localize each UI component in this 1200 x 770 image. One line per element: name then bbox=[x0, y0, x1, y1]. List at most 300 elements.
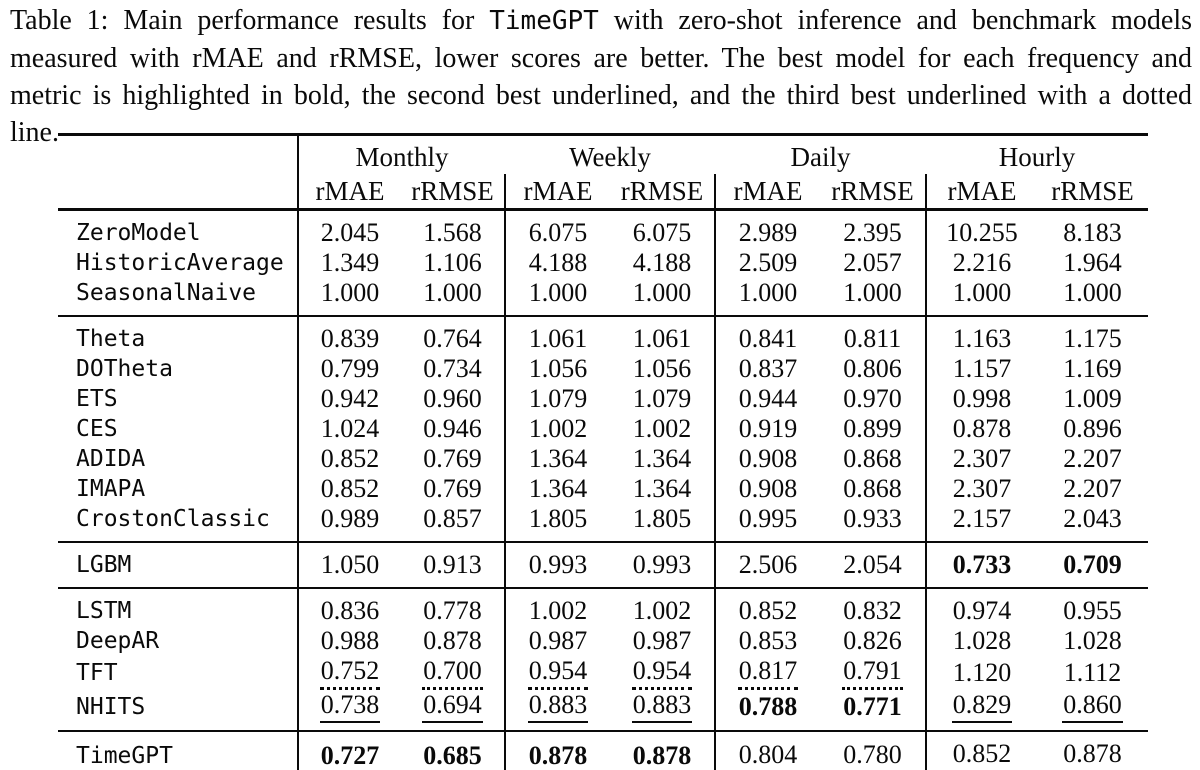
table-row-imapa bbox=[58, 474, 1148, 504]
value-cell bbox=[926, 278, 1037, 316]
value-cell bbox=[1037, 414, 1148, 444]
value-cell bbox=[610, 278, 715, 316]
header-group-monthly: Monthly bbox=[298, 135, 505, 175]
value-cell bbox=[298, 278, 401, 316]
value-cell bbox=[401, 444, 505, 474]
value-cell bbox=[610, 474, 715, 504]
value-cell bbox=[926, 474, 1037, 504]
value: 1.349 bbox=[320, 248, 380, 277]
value: 0.988 bbox=[320, 626, 380, 655]
caption-text: Table 1: Main performance results for bbox=[10, 5, 490, 36]
value: 0.883 bbox=[632, 691, 693, 723]
value-cell bbox=[820, 474, 926, 504]
value: 2.057 bbox=[843, 248, 902, 277]
value: 1.964 bbox=[1063, 248, 1122, 277]
value: 1.028 bbox=[1063, 626, 1122, 655]
value-cell bbox=[505, 210, 610, 249]
value: 0.868 bbox=[843, 474, 902, 503]
table-row-crostonclassic bbox=[58, 504, 1148, 542]
value-cell bbox=[401, 278, 505, 316]
model-name: TFT bbox=[76, 660, 118, 687]
value-cell bbox=[298, 731, 401, 770]
value: 2.307 bbox=[952, 444, 1012, 473]
value-cell bbox=[610, 588, 715, 626]
value: 1.364 bbox=[528, 474, 588, 503]
value-cell bbox=[610, 444, 715, 474]
header-metric-monthly-rmae: rMAE bbox=[298, 174, 401, 210]
value-cell bbox=[298, 354, 401, 384]
value: 1.028 bbox=[952, 626, 1012, 655]
value: 0.942 bbox=[320, 384, 380, 413]
value: 1.805 bbox=[632, 504, 692, 533]
value: 1.000 bbox=[528, 278, 588, 307]
value-cell bbox=[1037, 626, 1148, 656]
value-cell bbox=[298, 588, 401, 626]
value-cell bbox=[926, 248, 1037, 278]
value-cell bbox=[401, 731, 505, 770]
value: 1.169 bbox=[1063, 354, 1122, 383]
value-cell bbox=[401, 414, 505, 444]
value-cell bbox=[401, 588, 505, 626]
value-cell bbox=[820, 444, 926, 474]
value: 1.364 bbox=[632, 474, 692, 503]
model-name: LSTM bbox=[58, 588, 298, 626]
value-cell bbox=[715, 474, 820, 504]
value-cell bbox=[926, 588, 1037, 626]
value-cell bbox=[298, 504, 401, 542]
value: 0.955 bbox=[1063, 596, 1122, 625]
value: 1.175 bbox=[1063, 324, 1122, 353]
value-cell bbox=[610, 504, 715, 542]
value: 1.000 bbox=[952, 278, 1012, 307]
header-metric-daily-rmae: rMAE bbox=[715, 174, 820, 210]
value-cell bbox=[820, 504, 926, 542]
value-cell bbox=[298, 626, 401, 656]
value-cell bbox=[401, 626, 505, 656]
value: 0.852 bbox=[320, 444, 380, 473]
value: 0.685 bbox=[423, 741, 482, 770]
value: 0.804 bbox=[738, 741, 799, 770]
value: 0.878 bbox=[528, 741, 588, 770]
header-metric-row bbox=[58, 174, 1148, 210]
value-cell bbox=[505, 384, 610, 414]
value-cell bbox=[505, 690, 610, 731]
value-cell bbox=[715, 444, 820, 474]
table-row-theta bbox=[58, 316, 1148, 354]
value: 2.054 bbox=[843, 550, 902, 579]
value-cell bbox=[610, 626, 715, 656]
model-name: TimeGPT bbox=[58, 731, 298, 770]
value-cell bbox=[820, 414, 926, 444]
value-cell bbox=[298, 316, 401, 354]
value: 0.987 bbox=[632, 626, 692, 655]
value-cell bbox=[610, 210, 715, 249]
table-row-dotheta bbox=[58, 354, 1148, 384]
table-row-historicaverage bbox=[58, 248, 1148, 278]
value: 0.752 bbox=[320, 657, 381, 690]
table-row-zeromodel bbox=[58, 210, 1148, 249]
value-cell bbox=[401, 474, 505, 504]
value-cell bbox=[1037, 588, 1148, 626]
value: 0.989 bbox=[320, 504, 380, 533]
value-cell bbox=[820, 248, 926, 278]
value-cell bbox=[505, 731, 610, 770]
value: 0.878 bbox=[632, 741, 692, 770]
table-row-adida bbox=[58, 444, 1148, 474]
value-cell bbox=[298, 210, 401, 249]
value: 0.769 bbox=[423, 444, 482, 473]
value-cell bbox=[926, 504, 1037, 542]
value: 1.163 bbox=[952, 324, 1012, 353]
value-cell bbox=[610, 656, 715, 690]
value: 0.868 bbox=[843, 444, 902, 473]
value-cell bbox=[1037, 474, 1148, 504]
value-cell bbox=[715, 588, 820, 626]
table-row-tft bbox=[58, 656, 1148, 690]
value-cell bbox=[1037, 384, 1148, 414]
value: 0.933 bbox=[843, 504, 902, 533]
value-cell bbox=[715, 316, 820, 354]
value: 1.002 bbox=[632, 596, 692, 625]
value-cell bbox=[1037, 504, 1148, 542]
value-cell bbox=[505, 588, 610, 626]
value-cell bbox=[401, 384, 505, 414]
value-cell bbox=[298, 444, 401, 474]
value: 0.852 bbox=[738, 596, 798, 625]
value-cell bbox=[505, 278, 610, 316]
value-cell bbox=[820, 690, 926, 731]
value-cell bbox=[505, 316, 610, 354]
value-cell bbox=[401, 248, 505, 278]
results-table bbox=[58, 133, 1148, 770]
value-cell bbox=[1037, 210, 1148, 249]
table-row-timegpt bbox=[58, 731, 1148, 770]
value-cell bbox=[505, 626, 610, 656]
value: 0.841 bbox=[738, 324, 798, 353]
value-cell bbox=[505, 444, 610, 474]
value-cell bbox=[610, 316, 715, 354]
value: 1.000 bbox=[843, 278, 902, 307]
value: 0.778 bbox=[423, 596, 482, 625]
value-cell bbox=[298, 542, 401, 588]
value-cell bbox=[926, 690, 1037, 731]
value-cell bbox=[820, 656, 926, 690]
value-cell bbox=[926, 444, 1037, 474]
value: 1.002 bbox=[528, 596, 588, 625]
value-cell bbox=[820, 542, 926, 588]
value: 2.045 bbox=[320, 218, 380, 247]
value: 0.852 bbox=[320, 474, 380, 503]
value: 0.995 bbox=[738, 504, 798, 533]
model-name: ETS bbox=[76, 386, 118, 412]
value: 0.709 bbox=[1063, 550, 1122, 579]
value-cell bbox=[1037, 278, 1148, 316]
value: 1.061 bbox=[632, 324, 692, 353]
model-name: DeepAR bbox=[76, 628, 160, 654]
value: 0.788 bbox=[738, 691, 798, 721]
value-cell bbox=[715, 384, 820, 414]
value: 0.738 bbox=[320, 691, 381, 723]
caption-line-2: measured with rMAE and rRMSE, lower scores are better. The best model for each frequency and bbox=[10, 43, 1192, 74]
value: 1.079 bbox=[632, 384, 692, 413]
value: 0.764 bbox=[423, 324, 482, 353]
value: 1.009 bbox=[1063, 384, 1122, 413]
value-cell bbox=[715, 690, 820, 731]
value: 0.727 bbox=[320, 741, 380, 770]
header-group-hourly: Hourly bbox=[926, 135, 1148, 175]
value: 1.000 bbox=[1063, 278, 1122, 307]
value-cell bbox=[926, 656, 1037, 690]
value: 1.061 bbox=[528, 324, 588, 353]
value-cell bbox=[298, 414, 401, 444]
model-name: CES bbox=[76, 416, 118, 442]
value: 10.255 bbox=[946, 218, 1018, 247]
model-name: HistoricAverage bbox=[76, 250, 284, 276]
value: 0.946 bbox=[423, 414, 482, 443]
value-cell bbox=[1037, 542, 1148, 588]
value: 0.811 bbox=[843, 324, 902, 353]
value: 0.837 bbox=[738, 354, 798, 383]
value: 4.188 bbox=[632, 248, 692, 277]
value: 4.188 bbox=[528, 248, 588, 277]
value-cell bbox=[926, 384, 1037, 414]
value: 0.799 bbox=[320, 354, 380, 383]
caption-line-3: metric is highlighted in bold, the second best underlined, and the third best underlined with a dotted bbox=[10, 80, 1192, 111]
value: 0.896 bbox=[1063, 414, 1122, 443]
table-row-lgbm bbox=[58, 542, 1148, 588]
value: 1.805 bbox=[528, 504, 588, 533]
value: 8.183 bbox=[1063, 218, 1122, 247]
value: 1.568 bbox=[423, 218, 482, 247]
value-cell bbox=[610, 414, 715, 444]
value-cell bbox=[505, 414, 610, 444]
value: 1.106 bbox=[423, 248, 482, 277]
value: 1.157 bbox=[952, 354, 1012, 383]
value: 1.364 bbox=[528, 444, 588, 473]
model-name: DOTheta bbox=[76, 356, 173, 382]
value: 2.216 bbox=[952, 248, 1012, 277]
table-row-seasonalnaive bbox=[58, 278, 1148, 316]
value-cell bbox=[610, 731, 715, 770]
value: 0.852 bbox=[952, 740, 1013, 770]
model-name: LGBM bbox=[58, 542, 298, 588]
value-cell bbox=[715, 656, 820, 690]
value: 0.694 bbox=[422, 691, 483, 723]
value: 0.836 bbox=[320, 596, 380, 625]
value-cell bbox=[610, 384, 715, 414]
value: 0.780 bbox=[842, 741, 903, 770]
value-cell bbox=[401, 542, 505, 588]
value: 2.043 bbox=[1063, 504, 1122, 533]
caption-line-1 bbox=[10, 2, 1192, 40]
value-cell bbox=[1037, 248, 1148, 278]
value: 0.954 bbox=[528, 657, 589, 690]
value: 0.899 bbox=[843, 414, 902, 443]
value-cell bbox=[298, 384, 401, 414]
value-cell bbox=[1037, 656, 1148, 690]
value-cell bbox=[505, 354, 610, 384]
value: 0.970 bbox=[843, 384, 902, 413]
header-group-row bbox=[58, 135, 1148, 175]
value: 2.307 bbox=[952, 474, 1012, 503]
value-cell bbox=[610, 542, 715, 588]
value-cell bbox=[820, 588, 926, 626]
header-group-weekly: Weekly bbox=[505, 135, 715, 175]
header-corner-empty bbox=[58, 174, 298, 210]
value-cell bbox=[610, 690, 715, 731]
header-metric-hourly-rmae: rMAE bbox=[926, 174, 1037, 210]
value: 0.878 bbox=[1062, 740, 1123, 770]
value: 0.908 bbox=[738, 474, 798, 503]
value-cell bbox=[505, 474, 610, 504]
value: 0.974 bbox=[952, 596, 1012, 625]
model-name: ZeroModel bbox=[76, 220, 201, 246]
value-cell bbox=[1037, 444, 1148, 474]
model-name: CrostonClassic bbox=[76, 506, 270, 532]
value-cell bbox=[1037, 690, 1148, 731]
value: 0.860 bbox=[1062, 691, 1123, 723]
value-cell bbox=[715, 210, 820, 249]
value: 6.075 bbox=[632, 218, 692, 247]
value-cell bbox=[715, 542, 820, 588]
value-cell bbox=[820, 731, 926, 770]
value-cell bbox=[1037, 316, 1148, 354]
value-cell bbox=[926, 210, 1037, 249]
value: 0.954 bbox=[632, 657, 693, 690]
value-cell bbox=[610, 354, 715, 384]
value-cell bbox=[505, 542, 610, 588]
value-cell bbox=[401, 210, 505, 249]
value-cell bbox=[298, 690, 401, 731]
value: 0.853 bbox=[738, 626, 798, 655]
value: 2.989 bbox=[738, 218, 798, 247]
table-body bbox=[58, 210, 1148, 770]
caption-line-4: line. bbox=[10, 117, 59, 148]
value: 1.024 bbox=[320, 414, 380, 443]
header-group-daily: Daily bbox=[715, 135, 926, 175]
value-cell bbox=[926, 626, 1037, 656]
value-cell bbox=[926, 731, 1037, 770]
value-cell bbox=[926, 354, 1037, 384]
value: 0.919 bbox=[738, 414, 798, 443]
value: 0.806 bbox=[843, 354, 902, 383]
value-cell bbox=[298, 248, 401, 278]
value-cell bbox=[926, 542, 1037, 588]
value: 0.769 bbox=[423, 474, 482, 503]
value: 0.857 bbox=[423, 504, 482, 533]
value: 1.000 bbox=[738, 278, 798, 307]
value: 0.771 bbox=[843, 691, 902, 721]
model-name: NHITS bbox=[76, 693, 146, 720]
value-cell bbox=[715, 248, 820, 278]
value: 0.944 bbox=[738, 384, 798, 413]
value: 2.395 bbox=[843, 218, 902, 247]
value: 1.056 bbox=[528, 354, 588, 383]
value-cell bbox=[401, 354, 505, 384]
model-name: SeasonalNaive bbox=[76, 280, 257, 306]
header-metric-daily-rrmse: rRMSE bbox=[820, 174, 926, 210]
header-metric-weekly-rrmse: rRMSE bbox=[610, 174, 715, 210]
value: 0.832 bbox=[843, 596, 902, 625]
value: 1.000 bbox=[632, 278, 692, 307]
caption-timegpt-mono: TimeGPT bbox=[489, 6, 599, 36]
value: 0.878 bbox=[423, 626, 482, 655]
value-cell bbox=[715, 278, 820, 316]
value: 0.839 bbox=[320, 324, 380, 353]
header-metric-monthly-rrmse: rRMSE bbox=[401, 174, 505, 210]
value-cell bbox=[1037, 731, 1148, 770]
value: 0.998 bbox=[952, 384, 1012, 413]
table-row-ces bbox=[58, 414, 1148, 444]
value-cell bbox=[820, 210, 926, 249]
value: 0.908 bbox=[738, 444, 798, 473]
model-name: Theta bbox=[58, 316, 298, 354]
value: 2.207 bbox=[1063, 444, 1122, 473]
value-cell bbox=[401, 690, 505, 731]
value: 6.075 bbox=[528, 218, 588, 247]
table-row-deepar bbox=[58, 626, 1148, 656]
value-cell bbox=[715, 731, 820, 770]
value-cell bbox=[820, 354, 926, 384]
model-name: ADIDA bbox=[76, 446, 146, 472]
value: 2.157 bbox=[952, 504, 1012, 533]
header-metric-weekly-rmae: rMAE bbox=[505, 174, 610, 210]
value-cell bbox=[298, 656, 401, 690]
value-cell bbox=[926, 316, 1037, 354]
value-cell bbox=[820, 626, 926, 656]
value-cell bbox=[505, 248, 610, 278]
value-cell bbox=[298, 474, 401, 504]
value: 0.791 bbox=[842, 657, 903, 690]
value: 1.000 bbox=[320, 278, 380, 307]
value: 0.913 bbox=[423, 550, 482, 579]
value: 1.056 bbox=[632, 354, 692, 383]
value: 2.506 bbox=[738, 550, 798, 579]
value: 0.960 bbox=[423, 384, 482, 413]
value: 1.079 bbox=[528, 384, 588, 413]
value-cell bbox=[401, 656, 505, 690]
value: 0.700 bbox=[422, 657, 483, 690]
header-corner-empty bbox=[58, 135, 298, 175]
value: 0.826 bbox=[843, 626, 902, 655]
value: 0.878 bbox=[952, 414, 1012, 443]
value-cell bbox=[715, 504, 820, 542]
value: 1.050 bbox=[320, 550, 380, 579]
value-cell bbox=[926, 414, 1037, 444]
value-cell bbox=[610, 248, 715, 278]
table-row-lstm bbox=[58, 588, 1148, 626]
caption-text: with zero-shot inference and benchmark models bbox=[598, 5, 1192, 36]
value: 1.112 bbox=[1063, 658, 1122, 688]
value: 0.987 bbox=[528, 626, 588, 655]
value: 0.817 bbox=[738, 657, 799, 690]
value-cell bbox=[715, 414, 820, 444]
value-cell bbox=[715, 626, 820, 656]
value: 1.000 bbox=[423, 278, 482, 307]
value: 0.993 bbox=[632, 550, 692, 579]
value-cell bbox=[401, 316, 505, 354]
value-cell bbox=[401, 504, 505, 542]
table-header bbox=[58, 135, 1148, 210]
value: 0.993 bbox=[528, 550, 588, 579]
value: 2.509 bbox=[738, 248, 798, 277]
value: 0.883 bbox=[528, 691, 589, 723]
table-caption bbox=[10, 2, 1192, 151]
table-row-ets bbox=[58, 384, 1148, 414]
value-cell bbox=[715, 354, 820, 384]
value: 0.733 bbox=[952, 550, 1012, 579]
header-metric-hourly-rrmse: rRMSE bbox=[1037, 174, 1148, 210]
